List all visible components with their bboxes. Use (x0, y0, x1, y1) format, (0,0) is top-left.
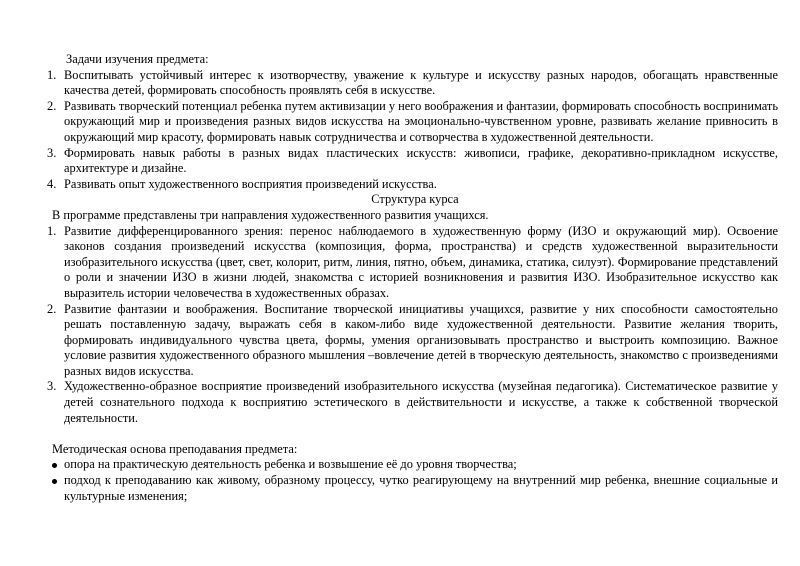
goal-item-2 (47, 98, 778, 146)
goal-item-3 (47, 145, 778, 177)
structure-text: Развитие фантазии и воображения. Воспитание творческой инициативы учащихся, развитие у них способности самостоятельно решать поставленную задачу, выражать себя в каком-либо виде художественной деятельности. Развитие желания творить, формировать индивидуального чувства цвета, формы, умения организовывать пространство и выстроить композицию. Важное условие развития художественного образного мышления –вовлечение детей в творческую деятельность, знакомство с произведениями разных видов искусства. (64, 301, 778, 378)
goal-text: Развивать опыт художественного восприятия произведений искусства. (64, 176, 437, 191)
method-bullet-1 (52, 457, 778, 473)
goal-number: 4. (47, 176, 57, 191)
structure-number: 1. (47, 223, 57, 238)
goals-heading: Задачи изучения предмета: (66, 52, 209, 66)
goal-item-1 (47, 67, 778, 99)
method-bullet-text: подход к преподаванию как живому, образному процессу, чутко реагирующему на внутренний мир ребенка, внешние социальные и культурные изменения; (64, 473, 778, 503)
paragraph-spacer (52, 426, 778, 442)
goal-number: 3. (47, 145, 57, 160)
goal-text: Развивать творческий потенциал ребенка путем активизации у него воображения и фантазии, формировать способность воспринимать окружающий мир и произведения разных видов искусства на эмоционально-чувственном уровне, развивать желание привносить в окружающий мир красоту, формировать навык сотрудничества и сотворчества в художественной деятельности. (64, 98, 778, 144)
structure-item-1 (47, 223, 778, 302)
structure-intro: В программе представлены три направления художественного развития учащихся. (52, 207, 489, 222)
structure-item-3 (47, 379, 778, 426)
method-bullet-2 (52, 473, 778, 504)
method-bullet-text: опора на практическую деятельность ребенка и возвышение её до уровня творчества; (64, 457, 517, 472)
structure-text: Развитие дифференцированного зрения: перенос наблюдаемого в художественную форму (ИЗО и окружающий мир). Освоение законов создания произведений искусства (композиция, форма, пространства) и средств художественной выразительности изобразительного искусства (цвет, свет, колорит, ритм, линия, пятно, объем, динамика, статика, силуэт). Формирование представлений о роли и значении ИЗО в жизни людей, знакомства с историей возникновения и развития ИЗО. Изобразительное искусство как выразитель истории человечества в художественных образах. (64, 223, 778, 300)
document-page (47, 52, 778, 504)
goal-item-4 (47, 176, 778, 193)
structure-heading: Структура курса (371, 192, 459, 207)
bullet-icon (52, 463, 57, 468)
structure-number: 3. (47, 379, 57, 394)
goal-text: Формировать навык работы в разных видах пластических искусств: живописи, графике, декоративно-прикладном искусстве, архитектуре и дизайне. (64, 145, 778, 176)
bullet-icon (52, 479, 57, 484)
goal-number: 1. (47, 67, 57, 82)
structure-item-2 (47, 301, 778, 380)
method-heading: Методическая основа преподавания предмета: (52, 441, 298, 456)
structure-text: Художественно-образное восприятие произведений изобразительного искусства (музейная педагогика). Систематическое развитие у детей сознательного подхода к восприятию эстетического в действительности и искусстве, а также к собственной творческой деятельности. (64, 379, 778, 425)
structure-number: 2. (47, 301, 57, 316)
goal-number: 2. (47, 98, 57, 113)
goal-text: Воспитывать устойчивый интерес к изотворчеству, уважение к культуре и искусству разных народов, обогащать нравственные качества детей, формировать способность проявлять себя в искусстве. (64, 67, 778, 98)
